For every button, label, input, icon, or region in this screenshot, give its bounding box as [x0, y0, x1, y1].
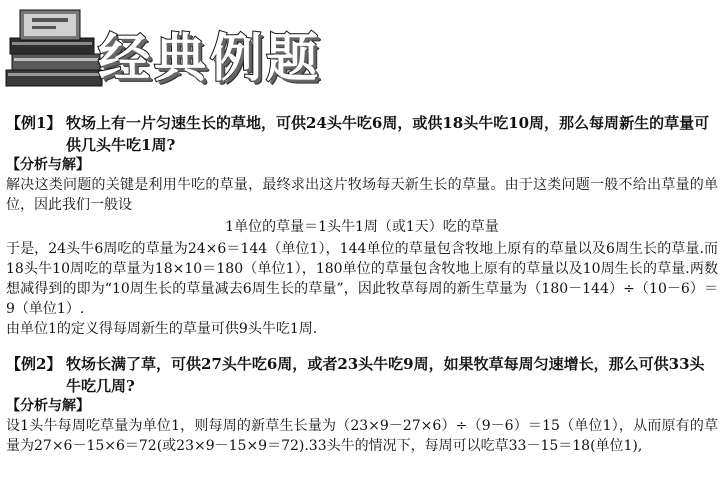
- book-stack-icon: [2, 2, 112, 94]
- example-1-paragraph-2: 于是，24头牛6周吃的草量为24×6＝144（单位1），144单位的草量包含牧地上原有的草量以及6周生长的草量.而18头牛10周吃的草量为18×10＝180（单位1），180单位的草量包含牧地上原有的草量以及10周生长的草量.两数想减得到的即为“10周生长的草量减去6周生长的草量”，因此牧草每周的新生草量为（180－144）÷（10－6）＝9（单位1）.: [6, 241, 718, 317]
- example-1-paragraph-1: 解决这类问题的关键是利用牛吃的草量，最终求出这片牧场每天新生长的草量。由于这类问题一般不给出草量的单位，因此我们一般设: [6, 177, 718, 213]
- section-banner: [2, 2, 332, 94]
- example-2-problem: [6, 353, 718, 397]
- example-2-analysis-label: 【分析与解】: [6, 398, 90, 414]
- example-2-problem-text: 牧场长满了草，可供27头牛吃6周，或者23头牛吃9周，如果牧草每周匀速增长，那么可供33头牛吃几周?: [66, 355, 705, 395]
- content: [6, 112, 718, 456]
- example-1-problem: [6, 112, 718, 156]
- banner-title: 经典例题: [98, 29, 323, 89]
- example-2-paragraph-1: 设1头牛每周吃草量为单位1，则每周的新草生长量为（23×9－27×6）÷（9－6）＝15（单位1），从而原有的草量为27×6－15×6＝72(或23×9－15×9＝72).33头牛的情况下，每周可以吃草33－15＝18(单位1),: [6, 418, 718, 454]
- example-1-paragraph-3: 由单位1的定义得每周新生的草量可供9头牛吃1周.: [6, 321, 318, 337]
- spacer: [6, 339, 718, 353]
- example-1-problem-text: 牧场上有一片匀速生长的草地，可供24头牛吃6周，或供18头牛吃10周，那么每周新生的草量可供几头牛吃1周?: [66, 114, 710, 154]
- example-1-tag: 【例1】: [6, 114, 62, 132]
- example-1-formula: 1单位的草量＝1头牛1周（或1天）吃的草量: [225, 219, 499, 235]
- example-2-tag: 【例2】: [6, 355, 62, 373]
- example-1-analysis-label: 【分析与解】: [6, 157, 90, 173]
